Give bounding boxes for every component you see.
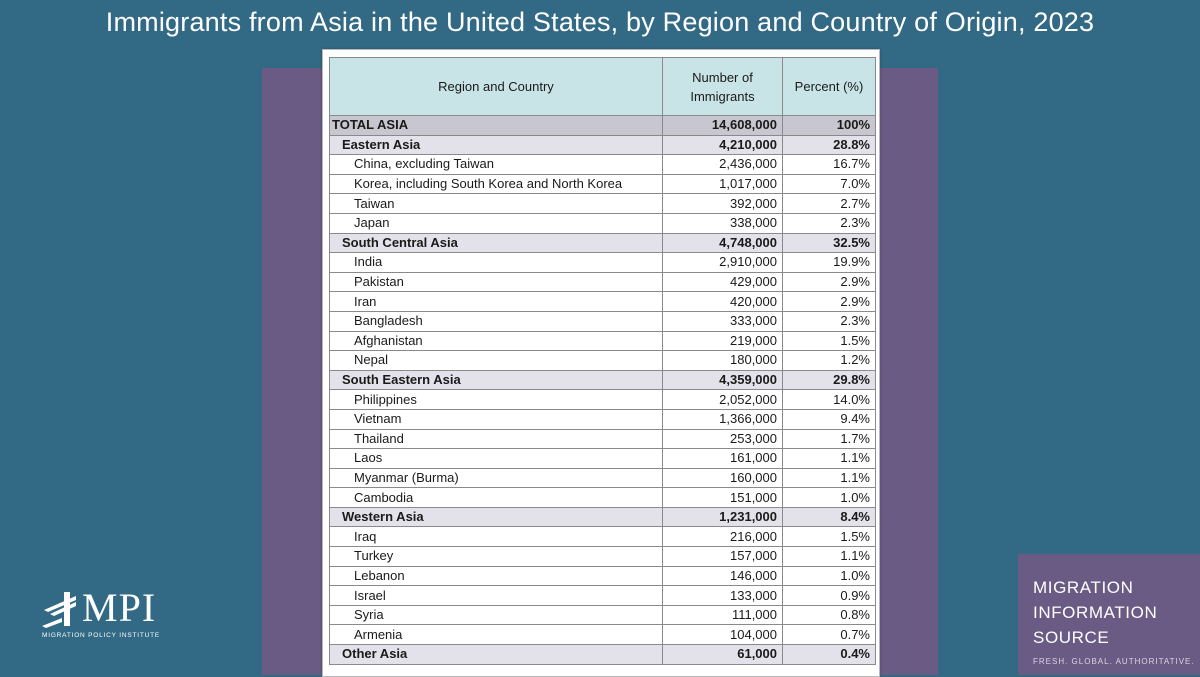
country-row	[330, 331, 876, 351]
row-number-cell: 2,052,000	[663, 390, 783, 410]
country-row	[330, 527, 876, 547]
row-number-cell: 219,000	[663, 331, 783, 351]
row-percent-cell: 0.4%	[783, 645, 876, 665]
country-row	[330, 174, 876, 194]
data-table-card	[322, 49, 880, 677]
region-row	[330, 507, 876, 527]
row-percent-cell: 16.7%	[783, 155, 876, 175]
mis-line-3: SOURCE	[1033, 628, 1110, 647]
country-row	[330, 292, 876, 312]
row-name-cell: Afghanistan	[330, 331, 663, 351]
row-percent-cell: 2.9%	[783, 272, 876, 292]
row-percent-cell: 1.0%	[783, 488, 876, 508]
row-number-cell: 180,000	[663, 351, 783, 371]
region-row	[330, 370, 876, 390]
row-number-cell: 161,000	[663, 449, 783, 469]
row-number-cell: 429,000	[663, 272, 783, 292]
row-name-cell: Nepal	[330, 351, 663, 371]
row-percent-cell: 2.9%	[783, 292, 876, 312]
row-number-cell: 1,017,000	[663, 174, 783, 194]
row-percent-cell: 7.0%	[783, 174, 876, 194]
row-name-cell: Pakistan	[330, 272, 663, 292]
row-number-cell: 333,000	[663, 311, 783, 331]
country-row	[330, 625, 876, 645]
country-row	[330, 390, 876, 410]
mis-line-1: MIGRATION	[1033, 578, 1134, 597]
row-number-cell: 1,366,000	[663, 409, 783, 429]
total-row	[330, 116, 876, 136]
row-number-cell: 2,436,000	[663, 155, 783, 175]
row-number-cell: 14,608,000	[663, 116, 783, 136]
row-percent-cell: 100%	[783, 116, 876, 136]
row-percent-cell: 1.7%	[783, 429, 876, 449]
migration-information-source-badge	[1018, 554, 1200, 675]
country-row	[330, 351, 876, 371]
immigrants-table	[329, 57, 876, 665]
row-percent-cell: 2.3%	[783, 213, 876, 233]
row-percent-cell: 1.2%	[783, 351, 876, 371]
row-name-cell: Israel	[330, 586, 663, 606]
row-name-cell: Taiwan	[330, 194, 663, 214]
row-name-cell: Japan	[330, 213, 663, 233]
page-title: Immigrants from Asia in the United States, by Region and Country of Origin, 2023	[105, 7, 1095, 37]
row-percent-cell: 19.9%	[783, 253, 876, 273]
row-percent-cell: 1.1%	[783, 547, 876, 567]
row-number-cell: 151,000	[663, 488, 783, 508]
row-number-cell: 216,000	[663, 527, 783, 547]
country-row	[330, 586, 876, 606]
row-number-cell: 2,910,000	[663, 253, 783, 273]
row-name-cell: Syria	[330, 605, 663, 625]
country-row	[330, 194, 876, 214]
row-name-cell: Bangladesh	[330, 311, 663, 331]
mpi-wordmark: MPI	[82, 585, 157, 630]
row-number-cell: 146,000	[663, 566, 783, 586]
row-percent-cell: 1.0%	[783, 566, 876, 586]
country-row	[330, 449, 876, 469]
row-number-cell: 338,000	[663, 213, 783, 233]
region-row	[330, 135, 876, 155]
country-row	[330, 488, 876, 508]
row-percent-cell: 0.7%	[783, 625, 876, 645]
row-percent-cell: 0.9%	[783, 586, 876, 606]
row-percent-cell: 2.3%	[783, 311, 876, 331]
row-number-cell: 1,231,000	[663, 507, 783, 527]
row-name-cell: Thailand	[330, 429, 663, 449]
country-row	[330, 155, 876, 175]
row-number-cell: 392,000	[663, 194, 783, 214]
row-percent-cell: 29.8%	[783, 370, 876, 390]
row-percent-cell: 14.0%	[783, 390, 876, 410]
region-row	[330, 645, 876, 665]
row-name-cell: South Eastern Asia	[330, 370, 663, 390]
mpi-logo	[40, 585, 190, 644]
country-row	[330, 213, 876, 233]
row-percent-cell: 1.5%	[783, 527, 876, 547]
row-number-cell: 133,000	[663, 586, 783, 606]
country-row	[330, 409, 876, 429]
row-number-cell: 61,000	[663, 645, 783, 665]
row-name-cell: Cambodia	[330, 488, 663, 508]
column-header-percent: Percent (%)	[783, 58, 876, 116]
country-row	[330, 429, 876, 449]
row-name-cell: Philippines	[330, 390, 663, 410]
row-number-cell: 253,000	[663, 429, 783, 449]
row-name-cell: Turkey	[330, 547, 663, 567]
country-row	[330, 468, 876, 488]
row-percent-cell: 1.1%	[783, 449, 876, 469]
row-number-cell: 104,000	[663, 625, 783, 645]
country-row	[330, 605, 876, 625]
row-number-cell: 4,359,000	[663, 370, 783, 390]
mis-tagline: FRESH. GLOBAL. AUTHORITATIVE.	[1033, 657, 1195, 666]
column-header-number-text: Number of Immigrants	[690, 69, 755, 104]
row-number-cell: 4,210,000	[663, 135, 783, 155]
table-header-row	[330, 58, 876, 116]
row-percent-cell: 32.5%	[783, 233, 876, 253]
row-name-cell: Lebanon	[330, 566, 663, 586]
row-name-cell: Laos	[330, 449, 663, 469]
table-body	[330, 116, 876, 665]
row-number-cell: 111,000	[663, 605, 783, 625]
row-name-cell: Vietnam	[330, 409, 663, 429]
country-row	[330, 272, 876, 292]
row-number-cell: 160,000	[663, 468, 783, 488]
country-row	[330, 253, 876, 273]
row-name-cell: South Central Asia	[330, 233, 663, 253]
row-percent-cell: 1.5%	[783, 331, 876, 351]
row-name-cell: Armenia	[330, 625, 663, 645]
row-name-cell: Iran	[330, 292, 663, 312]
mis-line-2: INFORMATION	[1033, 603, 1158, 622]
row-percent-cell: 8.4%	[783, 507, 876, 527]
row-name-cell: Korea, including South Korea and North Korea	[330, 174, 663, 194]
row-percent-cell: 28.8%	[783, 135, 876, 155]
row-name-cell: TOTAL ASIA	[330, 116, 663, 136]
row-percent-cell: 1.1%	[783, 468, 876, 488]
row-number-cell: 157,000	[663, 547, 783, 567]
country-row	[330, 566, 876, 586]
row-name-cell: Iraq	[330, 527, 663, 547]
row-name-cell: Western Asia	[330, 507, 663, 527]
row-name-cell: India	[330, 253, 663, 273]
row-name-cell: Eastern Asia	[330, 135, 663, 155]
column-header-region: Region and Country	[330, 58, 663, 116]
country-row	[330, 311, 876, 331]
row-percent-cell: 2.7%	[783, 194, 876, 214]
row-percent-cell: 0.8%	[783, 605, 876, 625]
row-name-cell: Other Asia	[330, 645, 663, 665]
row-name-cell: Myanmar (Burma)	[330, 468, 663, 488]
row-percent-cell: 9.4%	[783, 409, 876, 429]
row-name-cell: China, excluding Taiwan	[330, 155, 663, 175]
row-number-cell: 4,748,000	[663, 233, 783, 253]
mpi-name: MIGRATION POLICY INSTITUTE	[42, 632, 161, 639]
country-row	[330, 547, 876, 567]
mpi-logo-icon	[40, 588, 82, 630]
row-number-cell: 420,000	[663, 292, 783, 312]
column-header-number	[663, 58, 783, 116]
region-row	[330, 233, 876, 253]
